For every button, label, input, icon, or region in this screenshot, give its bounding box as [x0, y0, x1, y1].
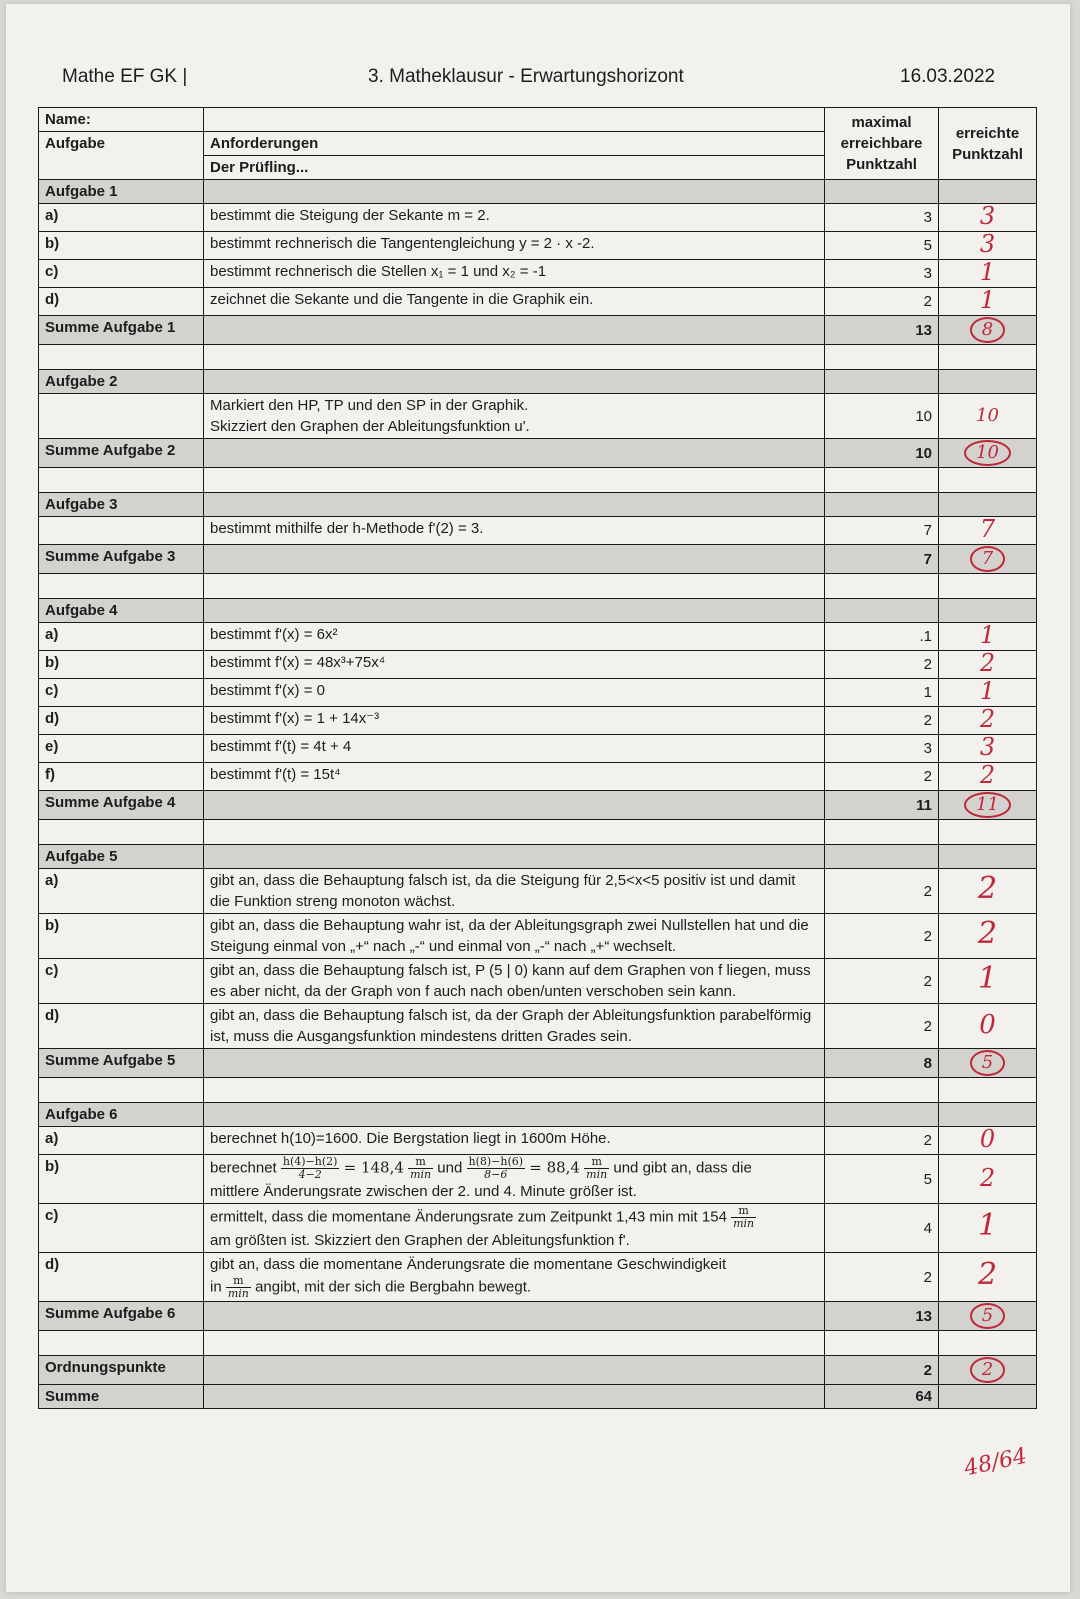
- grading-table: [38, 107, 1037, 1409]
- requirement-text: Skizziert den Graphen der Ableitungsfunktion u'.: [210, 418, 530, 435]
- row-label: c): [39, 959, 204, 1004]
- requirement-text: bestimmt die Steigung der Sekante m = 2.: [204, 204, 825, 232]
- row-label: e): [39, 735, 204, 763]
- requirement-text: am größten ist. Skizziert den Graphen der Ableitungsfunktion f'.: [210, 1232, 630, 1249]
- row-label: a): [39, 623, 204, 651]
- total-handwritten-score: 48/64: [962, 1443, 1030, 1482]
- task-title: Aufgabe 3: [39, 493, 204, 517]
- ordnung-achieved-points: 2: [970, 1357, 1005, 1383]
- table-row: [39, 260, 1037, 288]
- requirement-text: in: [210, 1278, 222, 1296]
- achieved-points: 3: [979, 202, 996, 230]
- achieved-points: 2: [979, 649, 996, 677]
- requirement-text: berechnet h(10)=1600. Die Bergstation liegt in 1600m Höhe.: [204, 1127, 825, 1155]
- max-points: 10: [825, 394, 939, 439]
- max-points: 2: [825, 1004, 939, 1049]
- max-points: 1: [825, 679, 939, 707]
- sum-row: [39, 545, 1037, 574]
- max-points: 5: [825, 1155, 939, 1204]
- requirement-text: bestimmt f'(t) = 4t + 4: [204, 735, 825, 763]
- row-label: c): [39, 260, 204, 288]
- row-label: b): [39, 1155, 204, 1204]
- math-value: = 88,4: [529, 1158, 580, 1177]
- row-label: d): [39, 1004, 204, 1049]
- sum-max-points: 13: [825, 316, 939, 345]
- sum-row: [39, 1302, 1037, 1331]
- requirement-text: und gibt an, dass die: [613, 1159, 752, 1177]
- table-row: [39, 1155, 1037, 1204]
- achieved-points: 7: [979, 515, 996, 543]
- max-points: .1: [825, 623, 939, 651]
- math-value: = 148,4: [343, 1158, 404, 1177]
- sum-achieved-points: 11: [964, 792, 1011, 818]
- total-row: [39, 1385, 1037, 1409]
- sum-max-points: 7: [825, 545, 939, 574]
- max-points: 2: [825, 959, 939, 1004]
- sum-label: Summe Aufgabe 5: [39, 1049, 204, 1078]
- row-label: c): [39, 679, 204, 707]
- table-row: [39, 623, 1037, 651]
- max-points: 2: [825, 1253, 939, 1302]
- requirement-text: bestimmt f'(x) = 48x³+75x⁴: [204, 651, 825, 679]
- max-points: 2: [825, 651, 939, 679]
- achieved-points: 2: [979, 761, 996, 789]
- requirement-text: bestimmt f'(x) = 6x²: [204, 623, 825, 651]
- course-label: Mathe EF GK |: [62, 66, 188, 87]
- sum-achieved-points: 10: [964, 440, 1011, 466]
- table-row: [39, 914, 1037, 959]
- max-points: 2: [825, 1127, 939, 1155]
- row-label: a): [39, 869, 204, 914]
- table-row: [39, 679, 1037, 707]
- sum-achieved-points: 8: [970, 317, 1005, 343]
- aufgabe-header: Aufgabe: [39, 132, 204, 180]
- achieved-points-header: erreichte Punktzahl: [939, 108, 1037, 180]
- row-label: a): [39, 1127, 204, 1155]
- achieved-points: 3: [979, 733, 996, 761]
- max-points: 2: [825, 763, 939, 791]
- max-points: 2: [825, 707, 939, 735]
- achieved-points: 10: [976, 405, 999, 426]
- ordnung-label: Ordnungspunkte: [39, 1356, 204, 1385]
- sum-label: Summe Aufgabe 2: [39, 439, 204, 468]
- requirement-text: ermittelt, dass die momentane Änderungsrate zum Zeitpunkt 1,43 min mit 154: [210, 1208, 727, 1226]
- ordnung-row: [39, 1356, 1037, 1385]
- requirement-text: bestimmt f'(x) = 1 + 14x⁻³: [204, 707, 825, 735]
- sum-max-points: 10: [825, 439, 939, 468]
- max-points: 2: [825, 869, 939, 914]
- requirement-text: und: [437, 1159, 463, 1177]
- document-title: 3. Matheklausur - Erwartungshorizont: [368, 66, 684, 87]
- max-points: 2: [825, 914, 939, 959]
- achieved-points: 1: [977, 1208, 998, 1243]
- row-label: d): [39, 1253, 204, 1302]
- unit-fraction: $\frac{m}{\min}$: [733, 1204, 755, 1230]
- achieved-points: 1: [979, 621, 996, 649]
- achieved-points: 1: [979, 677, 996, 705]
- name-label: Name:: [39, 108, 204, 132]
- requirement-text: mittlere Änderungsrate zwischen der 2. und 4. Minute größer ist.: [210, 1183, 637, 1200]
- row-label: f): [39, 763, 204, 791]
- requirement-text: gibt an, dass die Behauptung wahr ist, da der Ableitungsgraph zwei Nullstellen hat und die Steigung einmal von „+“ nach „-“ und einmal von „-“ nach „+“ wechselt.: [204, 914, 825, 959]
- achieved-points: 3: [979, 230, 996, 258]
- row-label: d): [39, 288, 204, 316]
- total-label: Summe: [39, 1385, 204, 1409]
- requirement-text: bestimmt mithilfe der h-Methode f'(2) = 3.: [204, 517, 825, 545]
- table-row: [39, 232, 1037, 260]
- sum-max-points: 13: [825, 1302, 939, 1331]
- sum-label: Summe Aufgabe 6: [39, 1302, 204, 1331]
- row-label: c): [39, 1204, 204, 1253]
- table-row: [39, 204, 1037, 232]
- achieved-points: 2: [977, 871, 998, 906]
- requirement-text: gibt an, dass die Behauptung falsch ist, da der Graph der Ableitungsfunktion parabelförmig ist, muss die Ausgangsfunktion mindestens dritten Grades sein.: [204, 1004, 825, 1049]
- sum-label: Summe Aufgabe 4: [39, 791, 204, 820]
- requirement-text: bestimmt f'(t) = 15t⁴: [204, 763, 825, 791]
- max-points: 4: [825, 1204, 939, 1253]
- max-points: 3: [825, 735, 939, 763]
- max-points: 2: [825, 288, 939, 316]
- table-row: [39, 517, 1037, 545]
- sum-label: Summe Aufgabe 1: [39, 316, 204, 345]
- pruefling-header: Der Prüfling...: [204, 156, 825, 180]
- row-label: b): [39, 232, 204, 260]
- sum-achieved-points: 5: [970, 1050, 1005, 1076]
- requirement-text: gibt an, dass die Behauptung falsch ist, da die Steigung für 2,5<x<5 positiv ist und damit die Funktion streng monoton wächst.: [204, 869, 825, 914]
- requirement-text: gibt an, dass die Behauptung falsch ist, P (5 | 0) kann auf dem Graphen von f liegen, muss es aber nicht, da der Graph von f auch nach oben/unten verschoben sein kann.: [204, 959, 825, 1004]
- exam-sheet: [6, 4, 1070, 1592]
- ordnung-max-points: 2: [825, 1356, 939, 1385]
- table-row: [39, 1004, 1037, 1049]
- achieved-points: 2: [979, 705, 996, 733]
- row-label: b): [39, 914, 204, 959]
- achieved-points: 2: [977, 1257, 998, 1292]
- achieved-points: 1: [979, 286, 996, 314]
- table-row: [39, 394, 1037, 439]
- requirement-text: zeichnet die Sekante und die Tangente in die Graphik ein.: [204, 288, 825, 316]
- task-title: Aufgabe 2: [39, 370, 204, 394]
- achieved-points: 1: [979, 258, 996, 286]
- total-max-points: 64: [825, 1385, 939, 1409]
- sum-achieved-points: 7: [970, 546, 1005, 572]
- achieved-points: 0: [979, 1125, 996, 1153]
- table-row: [39, 707, 1037, 735]
- fraction: $\frac{h(8)-h(6)}{8-6}$: [468, 1155, 524, 1181]
- row-label: a): [39, 204, 204, 232]
- exam-date: 16.03.2022: [900, 66, 996, 87]
- max-points: 3: [825, 204, 939, 232]
- unit-fraction: $\frac{m}{\min}$: [586, 1155, 608, 1181]
- max-points: 7: [825, 517, 939, 545]
- table-row: [39, 288, 1037, 316]
- sum-row: [39, 1049, 1037, 1078]
- sum-max-points: 8: [825, 1049, 939, 1078]
- row-label: d): [39, 707, 204, 735]
- max-points: 3: [825, 260, 939, 288]
- fraction: $\frac{h(4)-h(2)}{4-2}$: [282, 1155, 338, 1181]
- task-title: Aufgabe 1: [39, 180, 204, 204]
- max-points: 5: [825, 232, 939, 260]
- requirement-text: angibt, mit der sich die Bergbahn bewegt.: [255, 1278, 532, 1296]
- requirement-text: berechnet: [210, 1159, 277, 1177]
- achieved-points: 2: [977, 916, 998, 951]
- table-row: [39, 735, 1037, 763]
- table-row: [39, 1204, 1037, 1253]
- achieved-points: 2: [979, 1163, 996, 1192]
- sum-achieved-points: 5: [970, 1303, 1005, 1329]
- requirement-text: bestimmt rechnerisch die Tangentengleichung y = 2 · x -2.: [204, 232, 825, 260]
- table-row: [39, 763, 1037, 791]
- unit-fraction: $\frac{m}{\min}$: [227, 1274, 249, 1300]
- table-row: [39, 651, 1037, 679]
- requirement-text: bestimmt rechnerisch die Stellen x₁ = 1 und x₂ = -1: [204, 260, 825, 288]
- table-row: [39, 869, 1037, 914]
- row-label: b): [39, 651, 204, 679]
- sum-row: [39, 439, 1037, 468]
- unit-fraction: $\frac{m}{\min}$: [410, 1155, 432, 1181]
- sum-row: [39, 791, 1037, 820]
- sum-label: Summe Aufgabe 3: [39, 545, 204, 574]
- requirement-text: gibt an, dass die momentane Änderungsrate die momentane Geschwindigkeit: [210, 1256, 727, 1273]
- task-title: Aufgabe 6: [39, 1103, 204, 1127]
- table-row: [39, 1127, 1037, 1155]
- sum-row: [39, 316, 1037, 345]
- requirement-text: Markiert den HP, TP und den SP in der Graphik.: [210, 397, 529, 414]
- task-title: Aufgabe 4: [39, 599, 204, 623]
- sum-max-points: 11: [825, 791, 939, 820]
- max-points-header: maximal erreichbare Punktzahl: [825, 108, 939, 180]
- table-row: [39, 959, 1037, 1004]
- requirement-text: bestimmt f'(x) = 0: [204, 679, 825, 707]
- task-title: Aufgabe 5: [39, 845, 204, 869]
- achieved-points: 0: [979, 1009, 996, 1040]
- achieved-points: 1: [977, 961, 998, 996]
- anforderungen-header: Anforderungen: [204, 132, 825, 156]
- table-row: [39, 1253, 1037, 1302]
